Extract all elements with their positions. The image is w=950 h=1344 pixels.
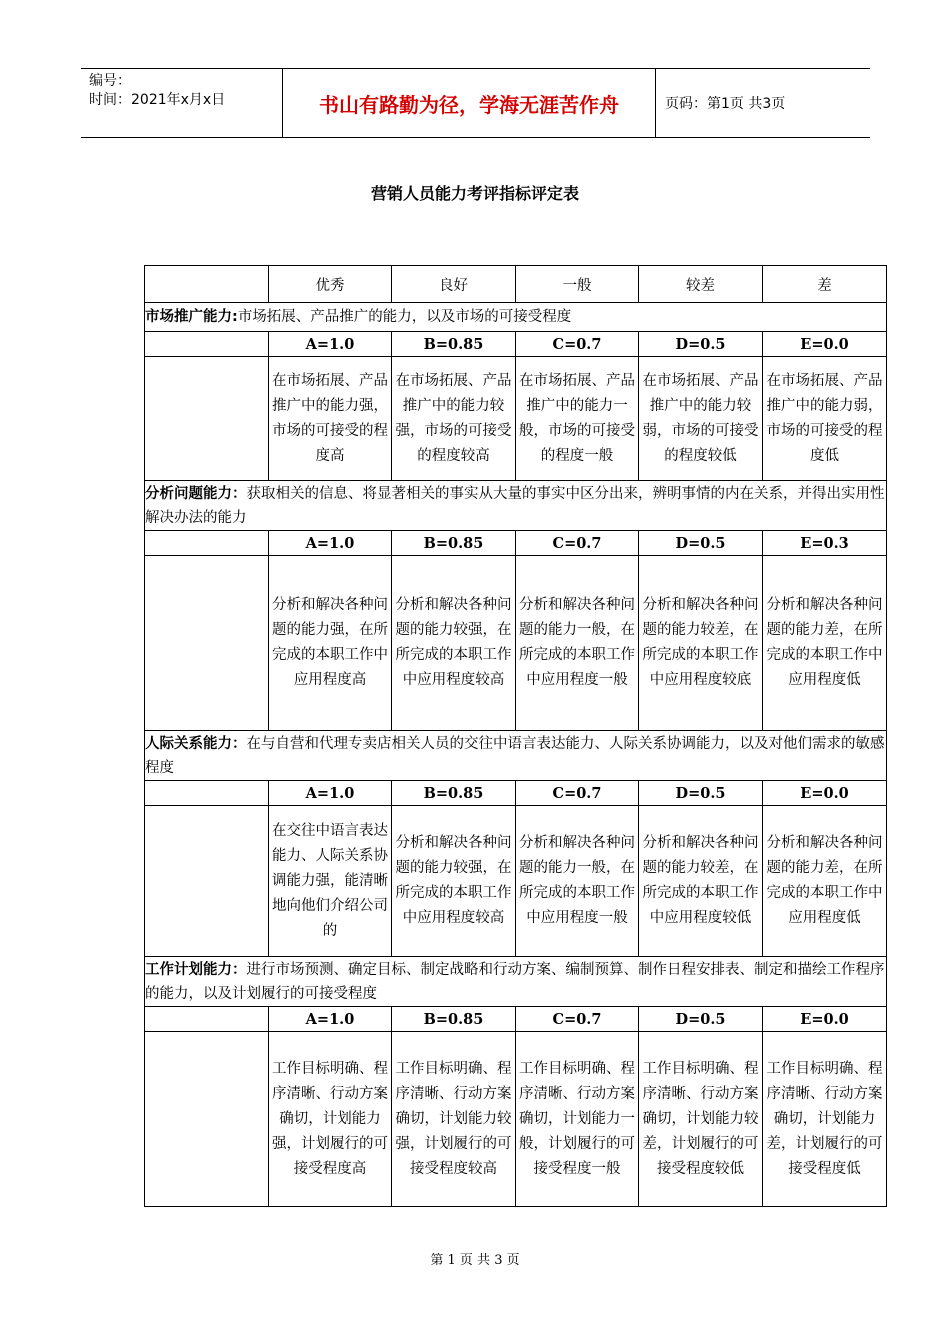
level-description-cell: 分析和解决各种问题的能力一般，在所完成的本职工作中应用程度一般 <box>516 556 639 731</box>
score-row <box>145 332 887 357</box>
section-heading <box>145 481 887 531</box>
level-description-cell: 在市场拓展、产品推广中的能力弱，市场的可接受的程度低 <box>763 357 887 481</box>
level-description-cell: 分析和解决各种问题的能力较强，在所完成的本职工作中应用程度较高 <box>392 806 516 957</box>
level-row-blank-cell <box>145 806 269 957</box>
header-cell-good: 良好 <box>392 266 516 303</box>
level-description-cell: 工作目标明确、程序清晰、行动方案确切，计划能力一般，计划履行的可接受程度一般 <box>516 1032 639 1207</box>
level-description-cell: 分析和解决各种问题的能力一般，在所完成的本职工作中应用程度一般 <box>516 806 639 957</box>
level-description-cell: 在市场拓展、产品推广中的能力强，市场的可接受的程度高 <box>269 357 392 481</box>
section-description: 获取相关的信息、将显著相关的事实从大量的事实中区分出来，辨明事情的内在关系，并得出实用性解决办法的能力 <box>145 485 885 526</box>
level-description-cell: 工作目标明确、程序清晰、行动方案确切，计划能力较差，计划履行的可接受程度较低 <box>639 1032 763 1207</box>
score-row-blank-cell <box>145 332 269 357</box>
section-description: 在与自营和代理专卖店相关人员的交往中语言表达能力、人际关系协调能力，以及对他们需求的敏感程度 <box>145 735 885 776</box>
level-description-cell: 分析和解决各种问题的能力较差，在所完成的本职工作中应用程度较低 <box>639 806 763 957</box>
page-header <box>81 68 870 138</box>
section-name: 人际关系能力： <box>145 735 247 752</box>
score-row <box>145 1007 887 1032</box>
header-meta <box>81 69 283 137</box>
score-row <box>145 781 887 806</box>
level-description-row <box>145 1032 887 1207</box>
level-description-cell: 分析和解决各种问题的能力较强，在所完成的本职工作中应用程度较高 <box>392 556 516 731</box>
score-cell: A=1.0 <box>269 332 392 357</box>
serial-number-label: 编号： <box>89 73 131 89</box>
level-description-cell: 工作目标明确、程序清晰、行动方案确切，计划能力差，计划履行的可接受程度低 <box>763 1032 887 1207</box>
score-cell: A=1.0 <box>269 1007 392 1032</box>
table-header-row <box>145 266 887 303</box>
score-cell: C=0.7 <box>516 781 639 806</box>
level-description-row <box>145 806 887 957</box>
level-row-blank-cell <box>145 556 269 731</box>
level-description-cell: 在交往中语言表达能力、人际关系协调能力强，能清晰地向他们介绍公司的 <box>269 806 392 957</box>
score-cell: B=0.85 <box>392 781 516 806</box>
level-description-cell: 分析和解决各种问题的能力差，在所完成的本职工作中应用程度低 <box>763 556 887 731</box>
section-description: 市场拓展、产品推广的能力，以及市场的可接受程度 <box>237 309 572 325</box>
score-cell: A=1.0 <box>269 531 392 556</box>
header-cell-bad: 差 <box>763 266 887 303</box>
score-row-blank-cell <box>145 781 269 806</box>
score-cell: A=1.0 <box>269 781 392 806</box>
level-description-row <box>145 556 887 731</box>
score-cell: E=0.0 <box>763 1007 887 1032</box>
score-cell: C=0.7 <box>516 531 639 556</box>
header-cell-poor: 较差 <box>639 266 763 303</box>
level-description-cell: 工作目标明确、程序清晰、行动方案确切，计划能力较强，计划履行的可接受程度较高 <box>392 1032 516 1207</box>
score-cell: E=0.3 <box>763 531 887 556</box>
document-title: 营销人员能力考评指标评定表 <box>370 184 579 203</box>
page-footer: 第 1 页 共 3 页 <box>430 1253 520 1268</box>
level-description-cell: 在市场拓展、产品推广中的能力一般，市场的可接受的程度一般 <box>516 357 639 481</box>
score-cell: C=0.7 <box>516 1007 639 1032</box>
section-heading <box>145 957 887 1007</box>
score-cell: E=0.0 <box>763 332 887 357</box>
level-description-cell: 分析和解决各种问题的能力强，在所完成的本职工作中应用程度高 <box>269 556 392 731</box>
evaluation-table <box>144 265 887 1207</box>
section-name: 工作计划能力： <box>145 961 247 978</box>
section-heading-row <box>145 481 887 531</box>
section-heading <box>145 731 887 781</box>
level-description-cell: 分析和解决各种问题的能力较差，在所完成的本职工作中应用程度较底 <box>639 556 763 731</box>
section-name: 分析问题能力： <box>145 485 247 502</box>
level-description-cell: 在市场拓展、产品推广中的能力较强，市场的可接受的程度较高 <box>392 357 516 481</box>
header-motto: 书山有路勤为径，学海无涯苦作舟 <box>283 69 656 137</box>
header-cell-average: 一般 <box>516 266 639 303</box>
score-cell: D=0.5 <box>639 1007 763 1032</box>
score-row <box>145 531 887 556</box>
score-cell: D=0.5 <box>639 531 763 556</box>
section-heading <box>145 303 887 332</box>
date-label: 时间：2021年x月x日 <box>89 92 226 108</box>
score-cell: D=0.5 <box>639 332 763 357</box>
level-description-cell: 分析和解决各种问题的能力差，在所完成的本职工作中应用程度低 <box>763 806 887 957</box>
score-row-blank-cell <box>145 1007 269 1032</box>
level-description-cell: 工作目标明确、程序清晰、行动方案确切，计划能力强，计划履行的可接受程度高 <box>269 1032 392 1207</box>
score-cell: B=0.85 <box>392 1007 516 1032</box>
score-cell: C=0.7 <box>516 332 639 357</box>
score-cell: E=0.0 <box>763 781 887 806</box>
header-page-info: 页码：第1页 共3页 <box>665 96 786 112</box>
section-heading-row <box>145 303 887 332</box>
level-description-row <box>145 357 887 481</box>
section-description: 进行市场预测、确定目标、制定战略和行动方案、编制预算、制作日程安排表、制定和描绘工作程序的能力，以及计划履行的可接受程度 <box>145 961 885 1002</box>
level-row-blank-cell <box>145 1032 269 1207</box>
score-row-blank-cell <box>145 531 269 556</box>
section-heading-row <box>145 731 887 781</box>
header-cell-excellent: 优秀 <box>269 266 392 303</box>
score-cell: D=0.5 <box>639 781 763 806</box>
level-description-cell: 在市场拓展、产品推广中的能力较弱，市场的可接受的程度较低 <box>639 357 763 481</box>
level-row-blank-cell <box>145 357 269 481</box>
header-cell-blank <box>145 266 269 303</box>
section-name: 市场推广能力: <box>145 309 238 325</box>
section-heading-row <box>145 957 887 1007</box>
score-cell: B=0.85 <box>392 531 516 556</box>
score-cell: B=0.85 <box>392 332 516 357</box>
